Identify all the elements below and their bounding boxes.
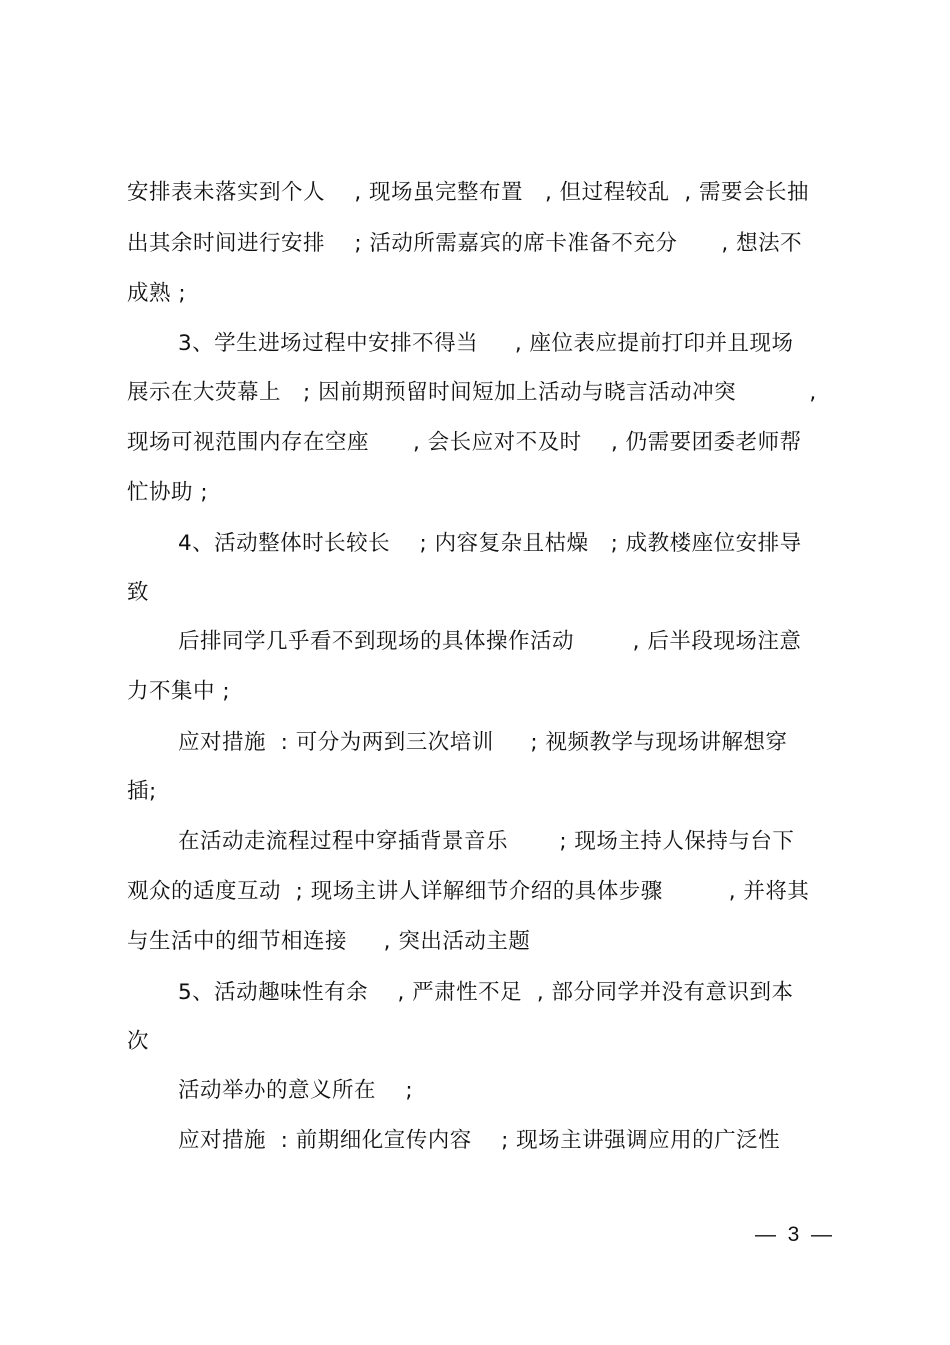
text-line: 成熟 ; xyxy=(127,281,187,306)
text-line: 插; xyxy=(127,779,157,804)
text-line: 展示在大荧幕上 ; 因前期预留时间短加上活动与晓言活动冲突 , xyxy=(127,380,817,405)
page-number: — 3 — xyxy=(755,1223,833,1246)
text-line: 应对措施 : 可分为两到三次培训 ; 视频教学与现场讲解想穿 xyxy=(178,730,788,755)
text-line: 现场可视范围内存在空座 , 会长应对不及时 , 仍需要团委老师帮 xyxy=(127,430,802,455)
text-line: 忙协助 ; xyxy=(127,480,209,505)
text-line: 观众的适度互动 ; 现场主讲人详解细节介绍的具体步骤 , 并将其 xyxy=(127,879,810,904)
text-line: 力不集中 ; xyxy=(127,679,231,704)
text-line: 活动举办的意义所在 ; xyxy=(178,1078,414,1103)
text-line: 5、活动趣味性有余 , 严肃性不足 , 部分同学并没有意识到本 xyxy=(178,980,794,1005)
text-line: 致 xyxy=(127,580,150,605)
text-line: 在活动走流程过程中穿插背景音乐 ; 现场主持人保持与台下 xyxy=(178,829,795,854)
text-line: 安排表未落实到个人 , 现场虽完整布置 , 但过程较乱 , 需要会长抽 xyxy=(127,180,810,205)
text-line: 3、学生进场过程中安排不得当 , 座位表应提前打印并且现场 xyxy=(178,331,794,356)
text-line: 4、活动整体时长较长 ; 内容复杂且枯燥 ; 成教楼座位安排导 xyxy=(178,531,802,556)
text-line: 后排同学几乎看不到现场的具体操作活动 , 后半段现场注意 xyxy=(178,629,802,654)
text-line: 次 xyxy=(127,1029,150,1054)
text-line: 应对措施 : 前期细化宣传内容 ; 现场主讲强调应用的广泛性 xyxy=(178,1128,781,1153)
text-line: 与生活中的细节相连接 , 突出活动主题 xyxy=(127,929,531,954)
text-line: 出其余时间进行安排 ; 活动所需嘉宾的席卡准备不充分 , 想法不 xyxy=(127,231,803,256)
